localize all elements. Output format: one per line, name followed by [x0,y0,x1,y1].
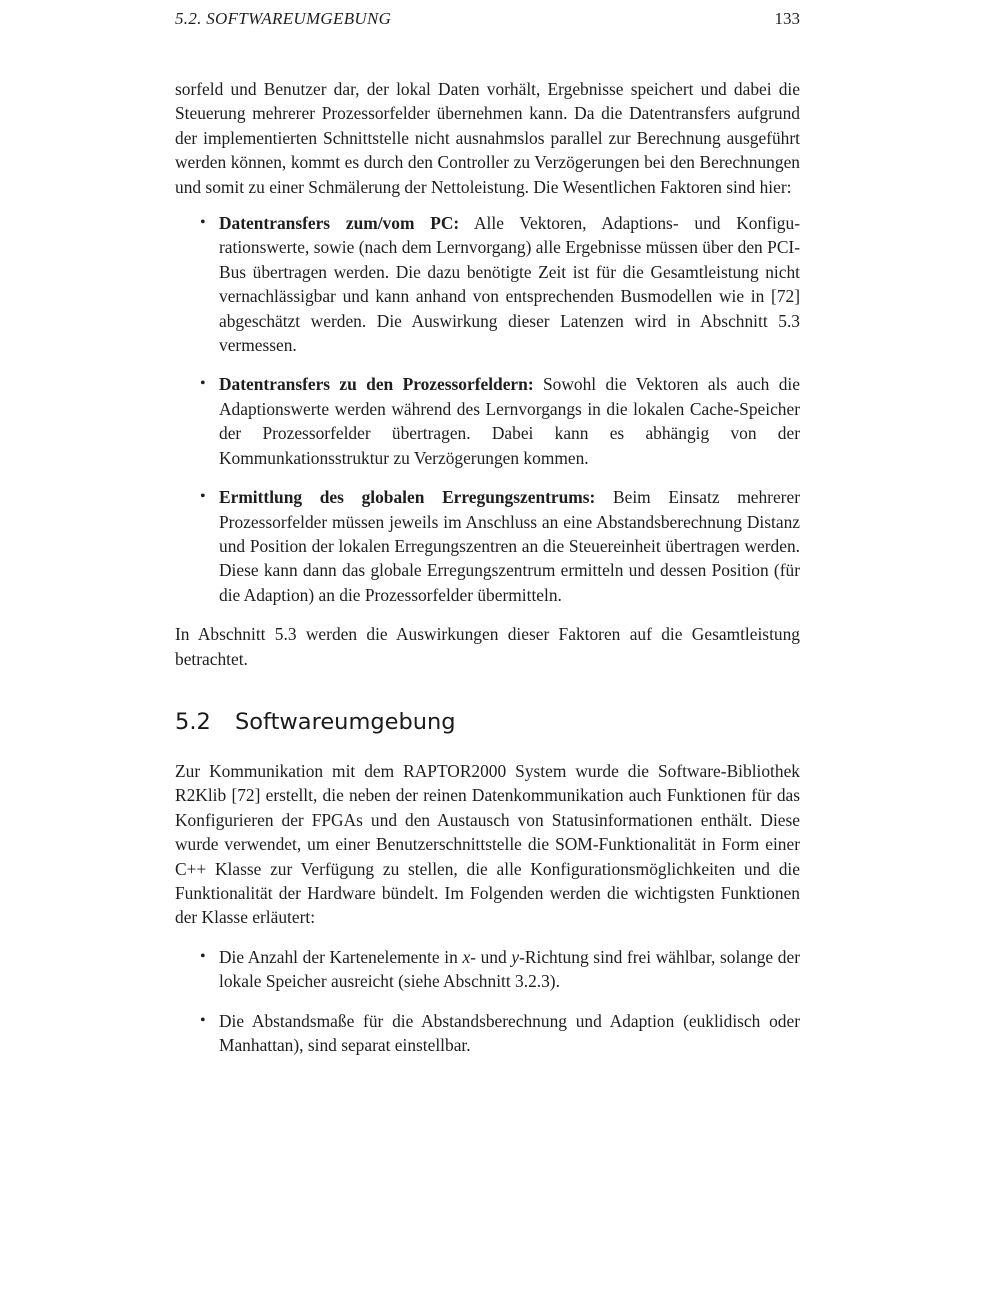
bullet-icon: • [200,488,206,506]
list-item [175,372,800,470]
section-title: Softwareumgebung [235,708,456,735]
list-item [175,945,800,994]
list-item [175,485,800,607]
function-text-mid: - und [470,946,512,967]
factor-text: Sowohl die Vektoren als auch die Adaptionswerte werden während des Lernvorgangs in die lokalen Cache-Speicher der Prozessorfelder übertragen. Dabei kann es abhängig von der Kommunkationsstruktur zu Verzögerungen kommen. [219,374,800,468]
factor-term: Datentransfers zum/vom PC: [219,213,460,234]
header-section-title: 5.2. SOFTWAREUMGEBUNG [175,9,392,28]
list-item [175,211,800,357]
function-text-prefix: Die Anzahl der Kartenelemente in [219,946,463,967]
factor-text: Beim Einsatz mehrerer Prozessorfelder müssen jeweils im Anschluss an eine Abstandsberechnung Distanz und Position der lokalen Erregungszentren an die Steuereinheit übertragen werden. Diese kann dann das globale Erregungszentrum ermitteln und dessen Position (für die Adaption) an die Prozessorfelder übermitteln. [219,487,800,605]
factor-text: Alle Vektoren, Adaptions- und Konfigurationswerte, sowie (nach dem Lernvorgang) alle Ergebnisse müssen über den PCI-Bus übertragen werden. Die dazu benötigte Zeit ist für die Gesamtleistung nicht vernachlässigbar und kann anhand von entsprechenden Busmodellen wie in [72] abgeschätzt werden. Die Auswirkung dieser Latenzen wird in Abschnitt 5.3 vermessen. [219,213,800,356]
math-var-x: x [462,946,471,967]
page-body [175,77,800,1057]
function-list [175,945,800,1058]
factor-term: Ermittlung des globalen Erregungszentrums: [219,487,596,508]
page-number: 133 [774,9,800,28]
section-paragraph: Zur Kommunikation mit dem RAPTOR2000 System wurde die Software-Bibliothek R2Klib [72] erstellt, die neben der reinen Datenkommunikation auch Funktionen für das Konfigurieren der FPGAs und den Austausch von Statusinformationen enthält. Diese wurde verwendet, um einer Benutzerschnittstelle die SOM-Funktionalität in Form einer C++ Klasse zur Verfügung zu stellen, die alle Konfigurationsmöglichkeiten und die Funktionalität der Hardware bündelt. Im Folgenden werden die wichtigsten Funktionen der Klasse erläutert: [175,760,800,928]
section-heading [175,707,800,737]
list-item [175,1009,800,1058]
running-header [175,9,800,33]
math-var-y: y [511,946,520,967]
factor-list [175,211,800,607]
function-text-suffix: -Richtung sind frei wählbar, solange der lokale Speicher ausreicht (siehe Abschnitt 3.2.3). [219,946,801,992]
intro-paragraph: sorfeld und Benutzer dar, der lokal Daten vorhält, Ergebnisse speichert und dabei die Steuerung mehrerer Prozessorfelder übernehmen kann. Da die Datentransfers aufgrund der implementierten Schnittstelle nicht ausnahmslos parallel zur Berechnung ausgeführt werden können, kommt es durch den Controller zu Verzögerungen bei den Berechnungen und somit zu einer Schmälerung der Nettoleistung. Die Wesentlichen Faktoren sind hier: [175,79,800,197]
bullet-icon: • [200,214,206,232]
function-text: Die Abstandsmaße für die Abstandsberechnung und Adaption (euklidisch oder Manhattan), sind separat einstellbar. [219,1010,800,1055]
factor-term: Datentransfers zu den Prozessorfeldern: [219,374,534,395]
section-number: 5.2 [175,708,211,735]
bullet-icon: • [200,1011,206,1029]
bullet-icon: • [200,375,206,393]
bullet-icon: • [200,947,206,965]
closing-paragraph: In Abschnitt 5.3 werden die Auswirkungen dieser Faktoren auf die Gesamtleistung betrachtet. [175,624,800,669]
